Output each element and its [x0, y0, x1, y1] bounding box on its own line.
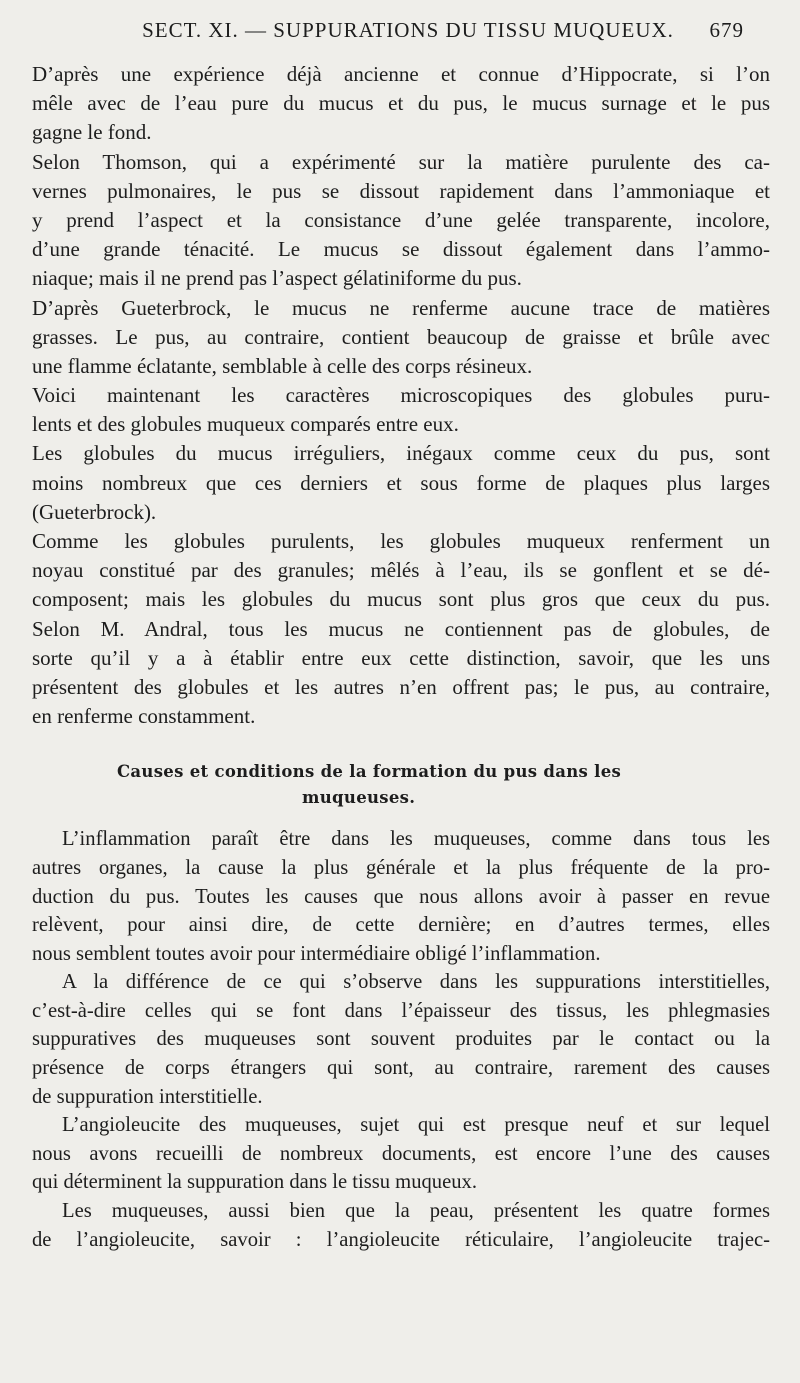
section-heading [32, 759, 770, 811]
text-line: Selon M. Andral, tous les mucus ne contiennent pas de globules, de [32, 616, 770, 641]
text-line: une flamme éclatante, semblable à celle des corps résineux. [32, 353, 533, 378]
text-line: suppuratives des muqueuses sont souvent produites par le contact ou la [32, 1028, 770, 1051]
text-line: sorte qu’il y a à établir entre eux cette distinction, savoir, que les uns [32, 645, 770, 670]
text-line: D’après Gueterbrock, le mucus ne renferme aucune trace de matières [32, 295, 770, 320]
text-line: relèvent, pour ainsi dire, de cette dernière; en d’autres termes, elles [32, 914, 770, 937]
text-line: de l’angioleucite, savoir : l’angioleucite réticulaire, l’angioleucite trajec- [32, 1228, 770, 1251]
text-line: de suppuration interstitielle. [32, 1085, 263, 1108]
text-line: L’inflammation paraît être dans les muqueuses, comme dans tous les [62, 828, 770, 851]
text-line: mêle avec de l’eau pure du mucus et du pus, le mucus surnage et le pus [32, 91, 770, 116]
text-line: c’est-à-dire celles qui se font dans l’épaisseur des tissus, les phlegmasies [32, 999, 770, 1022]
text-line: autres organes, la cause la plus générale et la plus fréquente de la pro- [32, 856, 770, 879]
text-line: L’angioleucite des muqueuses, sujet qui est presque neuf et sur lequel [62, 1114, 770, 1137]
page-number: 679 [709, 18, 744, 42]
page-header [112, 18, 744, 43]
text-line: duction du pus. Toutes les causes que nous allons avoir à passer en revue [32, 885, 770, 908]
text-line: composent; mais les globules du mucus sont plus gros que ceux du pus. [32, 587, 770, 612]
text-line: moins nombreux que ces derniers et sous forme de plaques plus larges [32, 470, 770, 495]
text-line: Voici maintenant les caractères microscopiques des globules puru- [32, 383, 770, 408]
text-line: gagne le fond. [32, 120, 152, 145]
text-line: (Gueterbrock). [32, 499, 157, 524]
text-line: Les muqueuses, aussi bien que la peau, présentent les quatre formes [62, 1200, 770, 1223]
text-line: présentent des globules et les autres n’en offrent pas; le pus, au contraire, [32, 674, 770, 699]
paragraph-block-2 [32, 825, 770, 1254]
section-heading-line-1: Causes et conditions de la formation du pus dans les [117, 762, 622, 782]
text-line: Selon Thomson, qui a expérimenté sur la matière purulente des ca- [32, 149, 770, 174]
text-line: A la différence de ce qui s’observe dans les suppurations interstitielles, [62, 971, 770, 994]
text-line: Les globules du mucus irréguliers, inégaux comme ceux du pus, sont [32, 441, 770, 466]
text-line: noyau constitué par des granules; mêlés à l’eau, ils se gonflent et se dé- [32, 558, 770, 583]
text-line: qui déterminent la suppuration dans le tissu muqueux. [32, 1171, 477, 1194]
text-line: en renferme constamment. [32, 704, 256, 729]
running-title: SECT. XI. — SUPPURATIONS DU TISSU MUQUEUX. [142, 18, 674, 42]
text-line: nous avons recueilli de nombreux documents, est encore l’une des causes [32, 1142, 770, 1165]
text-line: d’une grande ténacité. Le mucus se dissout également dans l’ammo- [32, 237, 770, 262]
page-body [32, 60, 770, 1254]
text-line: nous semblent toutes avoir pour intermédiaire obligé l’inflammation. [32, 942, 601, 965]
text-line: Comme les globules purulents, les globules muqueux renferment un [32, 529, 770, 553]
text-line: grasses. Le pus, au contraire, contient beaucoup de graisse et brûle avec [32, 324, 770, 349]
text-line: y prend l’aspect et la consistance d’une gelée transparente, incolore, [32, 207, 770, 232]
text-line: niaque; mais il ne prend pas l’aspect gélatiniforme du pus. [32, 266, 522, 291]
section-heading-line-2: muqueuses. [302, 788, 416, 808]
text-line: D’après une expérience déjà ancienne et connue d’Hippocrate, si l’on [32, 62, 770, 86]
paragraph-block-1 [32, 60, 770, 731]
text-line: lents et des globules muqueux comparés entre eux. [32, 412, 459, 437]
text-line: vernes pulmonaires, le pus se dissout rapidement dans l’ammoniaque et [32, 178, 770, 203]
text-line: présence de corps étrangers qui sont, au contraire, rarement des causes [32, 1057, 770, 1080]
